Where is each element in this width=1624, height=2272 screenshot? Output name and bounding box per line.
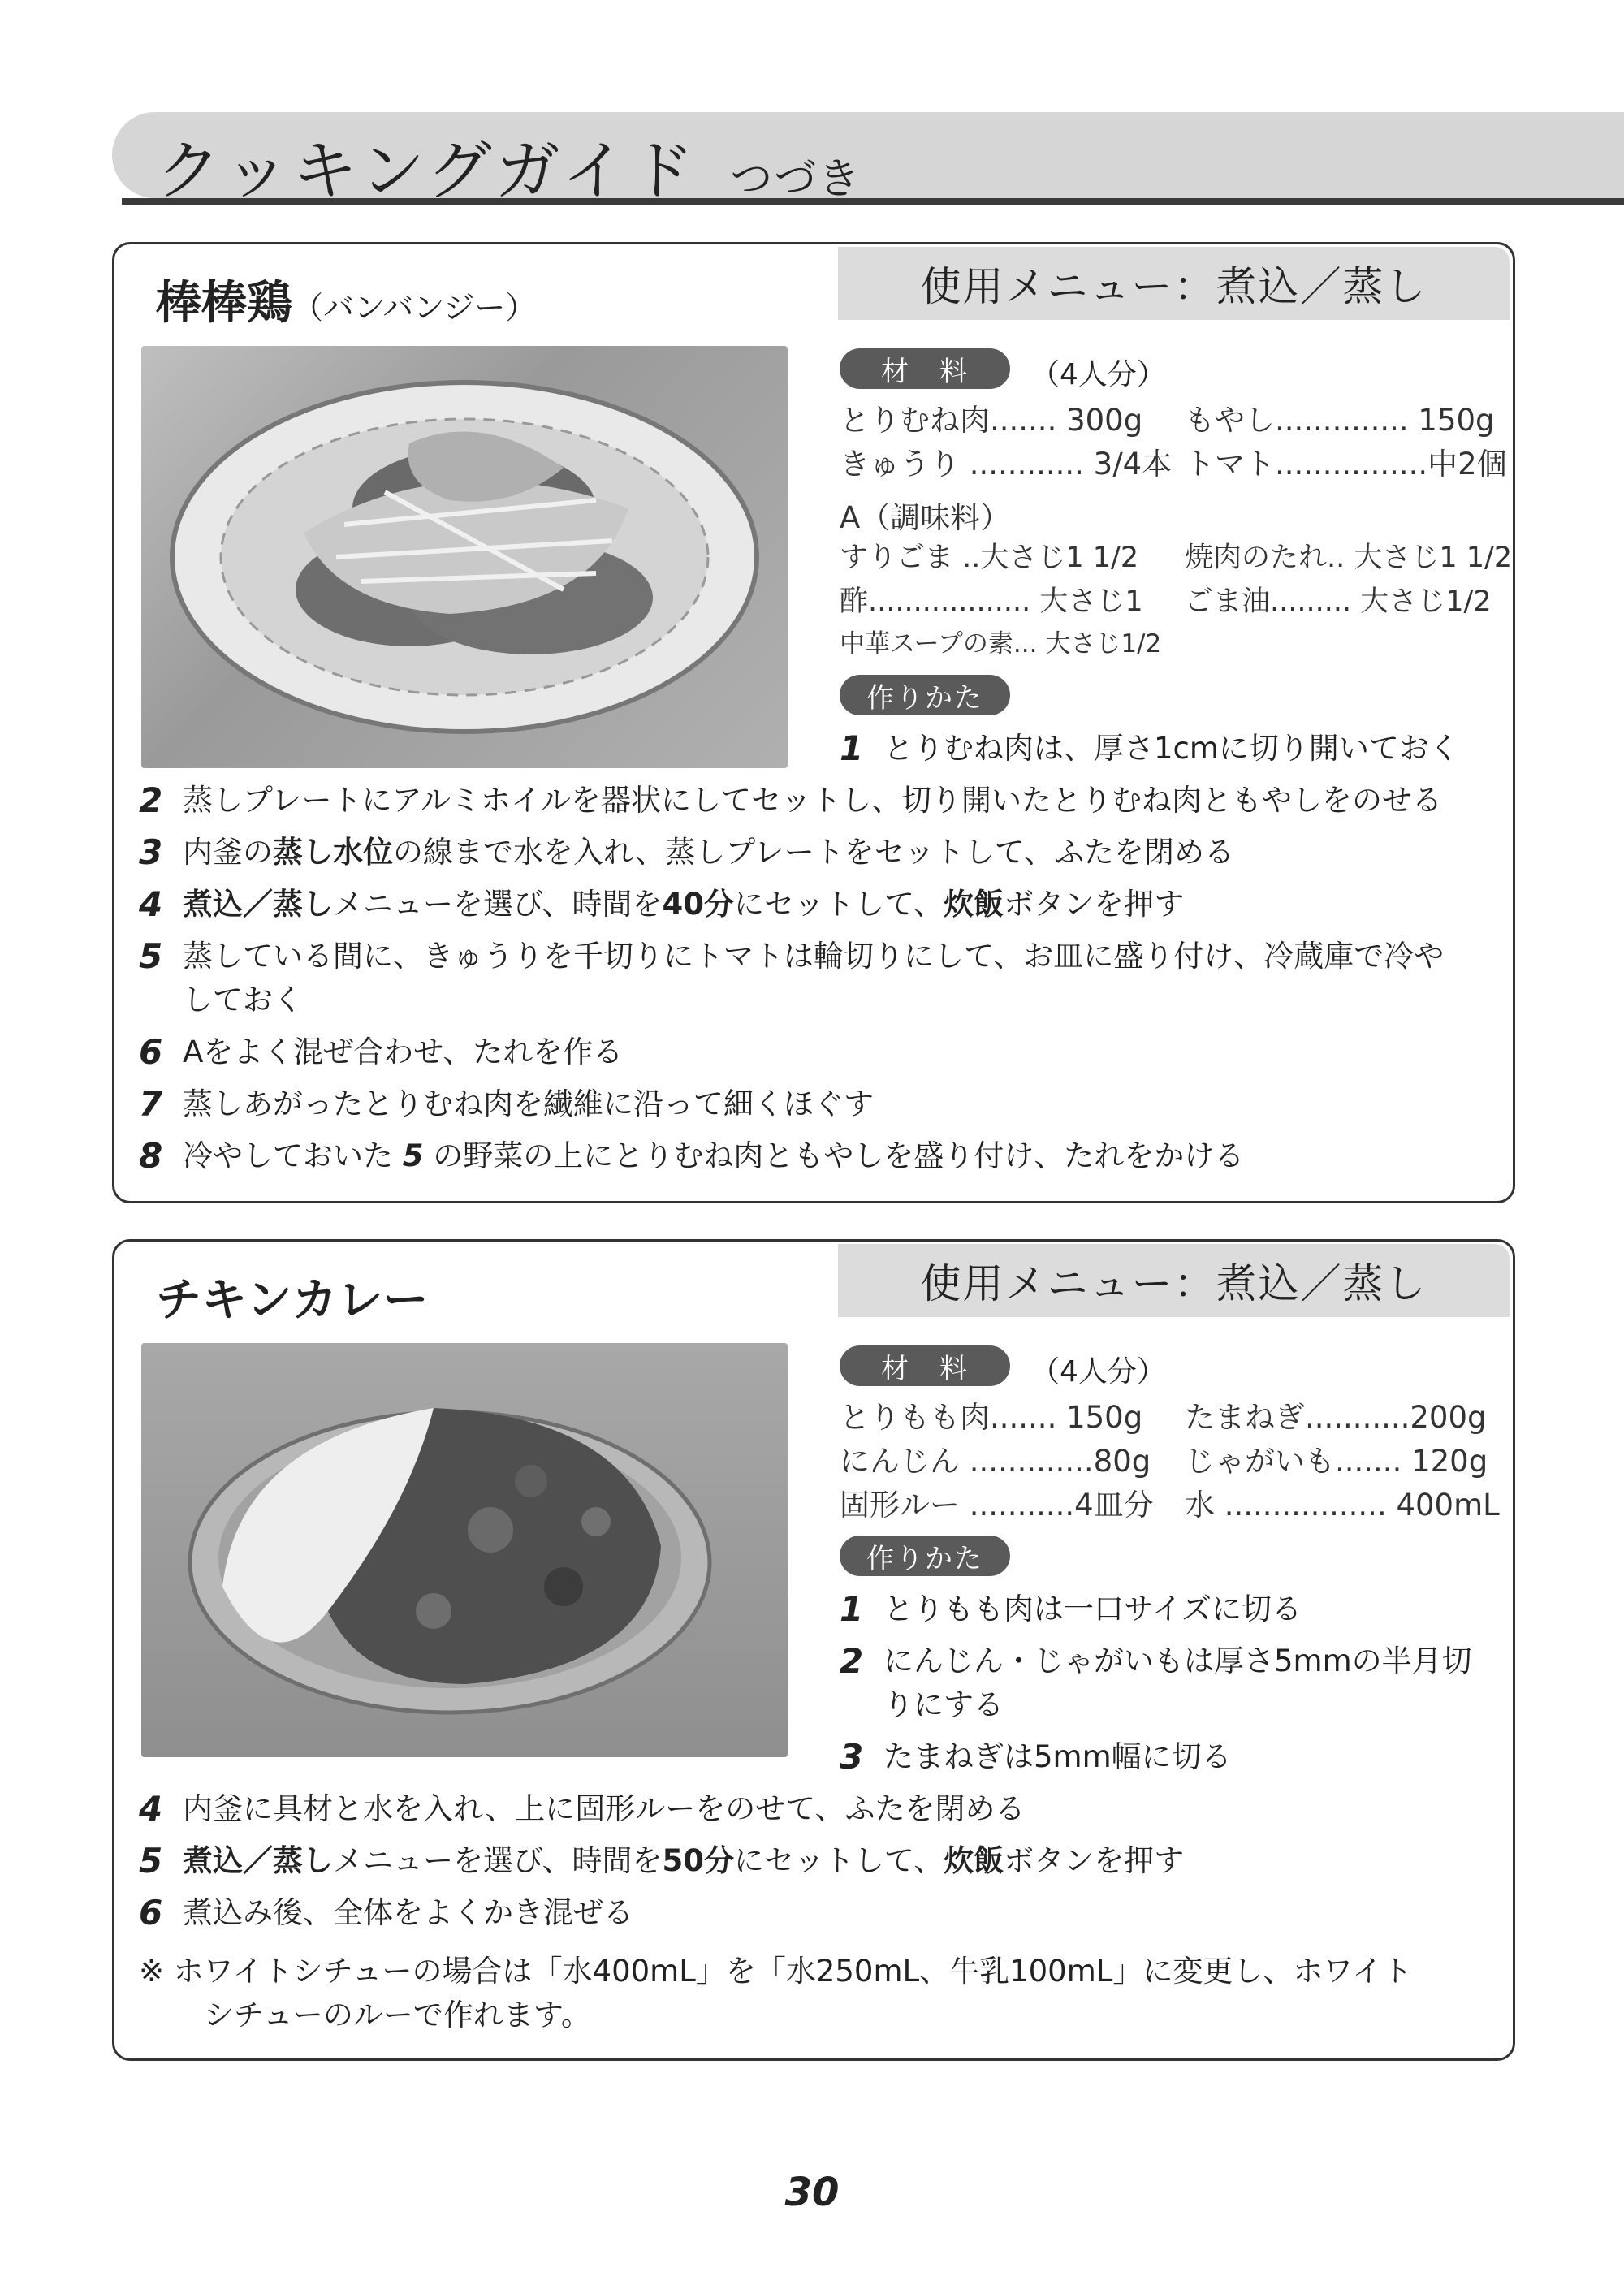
dish-illustration [141, 346, 788, 768]
step-text: 内釜に具材と水を入れ、上に固形ルーをのせて、ふたを閉める [183, 1791, 1026, 1826]
step-2 [840, 1639, 1472, 1727]
footnote-line: シチューのルーで作れます。 [204, 1998, 591, 2032]
page-number: 30 [784, 2170, 840, 2215]
step-number: 6 [139, 1032, 163, 1072]
sauce-item: 焼肉のたれ.. 大さじ1 1/2 [1185, 542, 1513, 574]
dish-illustration [141, 1343, 788, 1757]
page-subtitle: つづき [730, 155, 862, 204]
menu-label: 使用メニュー：煮込／蒸し [838, 1244, 1510, 1317]
step-text: 冷やしておいた 5 の野菜の上にとりむね肉ともやしを盛り付け、たれをかける [183, 1138, 1245, 1173]
step-5 [139, 1839, 1184, 1883]
step-3 [840, 1735, 1232, 1779]
ingredient-item: とりむね肉....... 300g [840, 403, 1143, 438]
step-text: たまねぎは5mm幅に切る [883, 1739, 1232, 1774]
method-label: 作りかた [840, 675, 1010, 715]
step-number: 4 [139, 884, 163, 924]
step-6 [139, 1030, 623, 1074]
step-number: 3 [840, 1737, 864, 1777]
step-text: 内釜の蒸し水位の線まで水を入れ、蒸しプレートをセットして、ふたを閉める [183, 835, 1234, 870]
step-number: 6 [139, 1893, 163, 1933]
step-text: 蒸しあがったとりむね肉を繊維に沿って細くほぐす [183, 1086, 874, 1121]
servings: （4人分） [1030, 358, 1166, 391]
sauce-item: 中華スープの素... 大さじ1/2 [840, 629, 1162, 659]
method-label: 作りかた [840, 1536, 1010, 1576]
step-number: 1 [840, 728, 864, 768]
step-number: 2 [840, 1641, 864, 1681]
ingredients-label: 材 料 [840, 348, 1010, 389]
step-6 [139, 1891, 633, 1935]
step-1 [840, 1587, 1302, 1631]
step-text: 煮込み後、全体をよくかき混ぜる [183, 1895, 633, 1930]
step-number: 4 [139, 1789, 163, 1829]
emphasis: 煮込／蒸し [183, 1843, 333, 1878]
step-number: 5 [139, 1841, 163, 1881]
sauce-item: ごま油......... 大さじ1/2 [1185, 585, 1492, 618]
step-text: とりもも肉は一口サイズに切る [883, 1592, 1302, 1626]
step-text: とりむね肉は、厚さ1cmに切り開いておく [883, 731, 1459, 766]
emphasis: 50分 [662, 1843, 735, 1878]
page-title [156, 119, 862, 212]
recipe-photo-bangbangji [141, 346, 788, 768]
footnote [139, 1950, 1412, 2037]
step-text: 煮込／蒸しメニューを選び、時間を50分にセットして、炊飯ボタンを押す [183, 1843, 1185, 1878]
servings: （4人分） [1030, 1355, 1166, 1389]
ingredients-label: 材 料 [840, 1345, 1010, 1386]
ingredient-item: 固形ルー ...........4皿分 [840, 1488, 1154, 1523]
step-number: 2 [139, 780, 163, 820]
ingredient-item: もやし.............. 150g [1185, 403, 1495, 438]
step-4 [139, 1787, 1025, 1831]
ingredient-item: 水 ................. 400mL [1185, 1488, 1500, 1523]
step-5 [139, 935, 1444, 1022]
footnote-line: ※ ホワイトシチューの場合は「水400mL」を「水250mL、牛乳100mL」に変更し、ホワイト [139, 1954, 1413, 1989]
emphasis: 煮込／蒸し [183, 887, 333, 922]
step-number: 8 [139, 1136, 163, 1176]
emphasis: 炊飯 [944, 1843, 1004, 1878]
ingredient-item: たまねぎ...........200g [1185, 1400, 1487, 1435]
sauce-item: 酢.................. 大さじ1 [840, 585, 1143, 618]
step-number: 3 [139, 832, 163, 872]
step-1 [840, 727, 1459, 771]
step-4 [139, 883, 1184, 927]
emphasis: 炊飯 [944, 887, 1004, 922]
emphasis: 40分 [662, 887, 735, 922]
recipe-photo-chicken-curry [141, 1343, 788, 1757]
step-text: 蒸しプレートにアルミホイルを器状にしてセットし、切り開いたとりむね肉ともやしをのせる [183, 783, 1443, 818]
sauce-item: すりごま ..大さじ1 1/2 [840, 542, 1139, 574]
emphasis: 5 [402, 1138, 424, 1173]
recipe-card-chicken-curry [112, 1239, 1515, 2061]
recipe-title [156, 267, 536, 332]
ingredient-item: とりもも肉....... 150g [840, 1400, 1143, 1435]
emphasis: 蒸し水位 [273, 835, 393, 870]
step-text: Aをよく混ぜ合わせ、たれを作る [183, 1034, 624, 1069]
step-number: 1 [840, 1589, 864, 1629]
step-number: 7 [139, 1084, 163, 1124]
step-text: 蒸している間に、きゅうりを千切りにトマトは輪切りにして、お皿に盛り付け、冷蔵庫で冷や しておく [183, 939, 1445, 1017]
recipe-title [156, 1264, 428, 1329]
ingredient-item: きゅうり ............ 3/4本 [840, 447, 1173, 482]
page-title-text: クッキングガイド [156, 133, 698, 209]
step-8 [139, 1134, 1244, 1178]
recipe-title-text: 棒棒鶏 [156, 277, 292, 330]
ingredient-item: じゃがいも....... 120g [1185, 1444, 1488, 1479]
step-2 [139, 779, 1442, 823]
sauce-label: A（調味料） [840, 500, 1011, 535]
menu-label: 使用メニュー：煮込／蒸し [838, 247, 1510, 320]
ingredient-item: にんじん .............80g [840, 1444, 1151, 1479]
recipe-title-text: チキンカレー [156, 1274, 429, 1327]
step-3 [139, 831, 1234, 875]
recipe-reading: （バンバンジー） [292, 290, 537, 326]
step-number: 5 [139, 936, 163, 976]
step-text: 煮込／蒸しメニューを選び、時間を40分にセットして、炊飯ボタンを押す [183, 887, 1185, 922]
step-7 [139, 1082, 874, 1126]
ingredient-item: トマト................中2個 [1185, 447, 1507, 482]
recipe-card-bangbangji [112, 242, 1515, 1203]
step-text: にんじん・じゃがいもは厚さ5mmの半月切 りにする [883, 1644, 1472, 1722]
